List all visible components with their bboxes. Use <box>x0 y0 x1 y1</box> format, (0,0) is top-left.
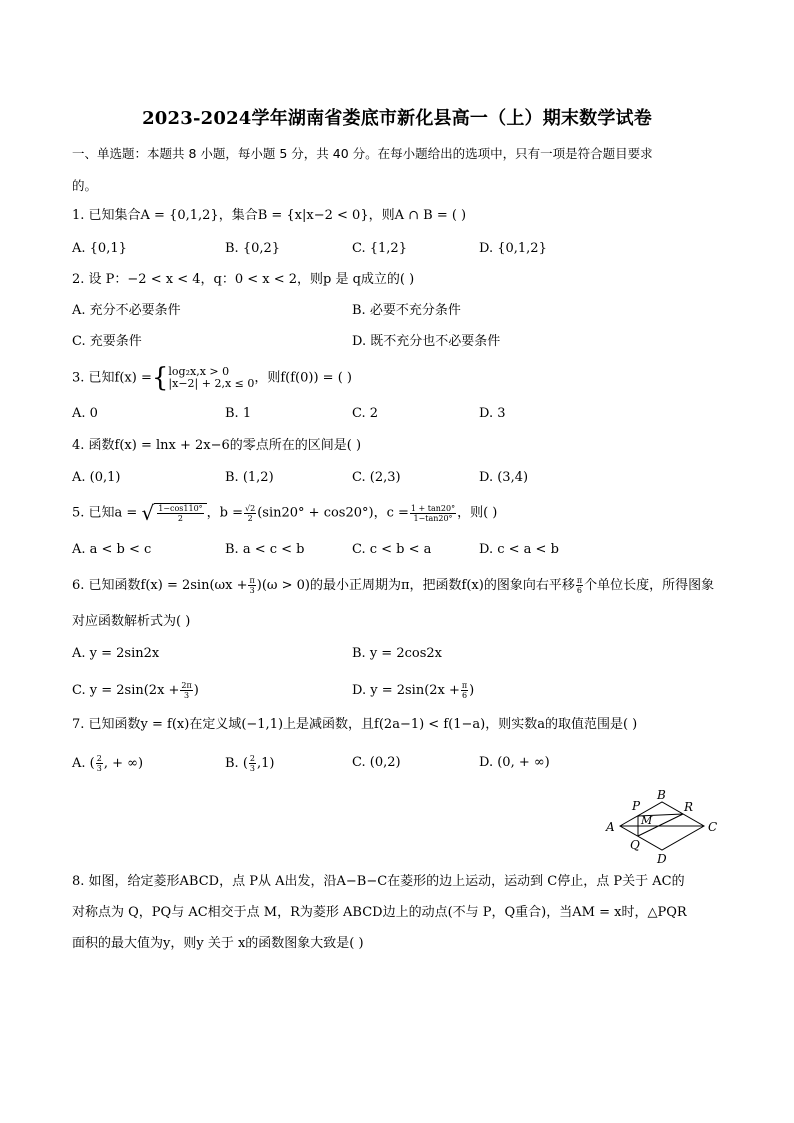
label-p: P <box>632 799 641 813</box>
q5-prefix: 5. 已知a = <box>72 505 138 521</box>
q2-option-d: D. 既不充分也不必要条件 <box>352 334 501 349</box>
piecewise-cases <box>168 366 254 390</box>
rhombus-figure <box>598 786 728 866</box>
q6-d-fraction <box>461 681 468 700</box>
q7-option-b <box>225 754 274 773</box>
question-1-stem: 1. 已知集合A = {0,1,2}，集合B = {x|x−2 < 0}，则A ∩ B = ( ) <box>72 208 467 223</box>
q7-option-a <box>72 754 143 773</box>
sqrt-icon: √ <box>141 501 155 525</box>
q4-option-b: B. (1,2) <box>225 470 274 485</box>
q5-c-denominator: 1−tan20° <box>413 513 453 523</box>
q2-option-c: C. 充要条件 <box>72 334 142 349</box>
question-8-line-2: 对称点为 Q，PQ与 AC相交于点 M，R为菱形 ABCD边上的动点(不与 P，Q重合)，当AM = x时，△PQR <box>72 905 687 920</box>
q4-option-c: C. (2,3) <box>352 470 401 485</box>
q7-a-numerator: 2 <box>96 754 102 763</box>
q6-part-3: 个单位长度，所得图象 <box>584 578 715 593</box>
q7-option-c: C. (0,2) <box>352 755 401 770</box>
label-m: M <box>641 814 653 827</box>
q6-c-prefix: C. y = 2sin(2x + <box>72 683 180 698</box>
q6-c-close: ) <box>193 683 199 698</box>
q5-a-fraction <box>157 504 203 523</box>
q6-d-close: ) <box>469 683 475 698</box>
q4-option-d: D. (3,4) <box>479 470 529 485</box>
q5-b-fraction <box>244 504 256 523</box>
q5-b-numerator: √2 <box>245 503 256 513</box>
q6-phase-denominator: 3 <box>249 586 255 595</box>
q6-d-numerator: π <box>461 681 468 690</box>
q6-phase-numerator: π <box>249 576 255 585</box>
q5-suffix: ，则( ) <box>457 505 498 521</box>
q6-part-1: 6. 已知函数f(x) = 2sin(ωx + <box>72 578 248 593</box>
question-3-stem <box>72 363 352 393</box>
q7-b-suffix: ,1) <box>256 756 275 771</box>
label-b: B <box>657 788 666 802</box>
q6-option-d <box>352 681 474 700</box>
q7-b-fraction <box>249 754 256 773</box>
q1-option-d: D. {0,1,2} <box>479 241 547 256</box>
q6-c-fraction <box>180 681 192 700</box>
question-7-stem: 7. 已知函数y = f(x)在定义域(−1,1)上是减函数，且f(2a−1) < f(1−a)，则实数a的取值范围是( ) <box>72 717 638 732</box>
q6-option-a: A. y = 2sin2x <box>72 646 160 661</box>
q2-option-a: A. 充分不必要条件 <box>72 303 181 318</box>
q7-option-d: D. (0, + ∞) <box>479 755 550 770</box>
question-4-stem: 4. 函数f(x) = lnx + 2x−6的零点所在的区间是( ) <box>72 438 362 453</box>
question-8-line-1: 8. 如图，给定菱形ABCD，点 P从 A出发，沿A−B−C在菱形的边上运动，运动到 C停止，点 P关于 AC的 <box>72 874 685 889</box>
section-heading-cont: 的。 <box>72 178 98 193</box>
q6-part-2: )(ω > 0)的最小正周期为π，把函数f(x)的图象向右平移 <box>256 578 575 593</box>
q3-case-1: log₂x,x > 0 <box>168 365 230 378</box>
question-6-stem-cont: 对应函数解析式为( ) <box>72 614 191 629</box>
q3-case-2: |x−2| + 2,x ≤ 0 <box>168 377 255 390</box>
piecewise-brace: { <box>151 363 169 393</box>
q7-a-suffix: , + ∞) <box>103 756 144 771</box>
q5-option-a: A. a < b < c <box>72 542 152 557</box>
q1-option-a: A. {0,1} <box>72 241 127 256</box>
q6-option-b: B. y = 2cos2x <box>352 646 442 661</box>
q3-option-b: B. 1 <box>225 406 252 421</box>
q3-prefix: 3. 已知f(x) = <box>72 370 152 386</box>
q5-option-c: C. c < b < a <box>352 542 432 557</box>
question-5-stem <box>72 503 497 523</box>
q5-c-fraction <box>410 504 456 523</box>
q5-option-b: B. a < c < b <box>225 542 305 557</box>
q6-c-denominator: 3 <box>184 691 190 700</box>
q6-shift-numerator: π <box>576 576 583 585</box>
q6-shift-fraction <box>576 576 583 595</box>
q5-a-radicand <box>154 503 206 523</box>
question-8-line-3: 面积的最大值为y，则y 关于 x的函数图象大致是( ) <box>72 936 364 951</box>
q7-b-numerator: 2 <box>249 754 255 763</box>
q5-b-suffix: (sin20° + cos20°)，c = <box>257 505 409 521</box>
q6-phase-fraction <box>248 576 255 595</box>
q3-suffix: ，则f(f(0)) = ( ) <box>254 370 352 386</box>
q5-b-denominator: 2 <box>247 513 253 523</box>
label-r: R <box>684 800 694 814</box>
q4-option-a: A. (0,1) <box>72 470 121 485</box>
label-a: A <box>606 820 615 834</box>
q5-a-denominator: 2 <box>177 514 183 523</box>
q6-shift-denominator: 6 <box>576 586 582 595</box>
page-title: 2023-2024学年湖南省娄底市新化县高一（上）期末数学试卷 <box>142 108 652 129</box>
q6-c-numerator: 2π <box>181 681 192 690</box>
q7-a-denominator: 3 <box>96 764 102 773</box>
q7-b-prefix: B. ( <box>225 756 248 771</box>
q1-option-c: C. {1,2} <box>352 241 407 256</box>
q2-option-b: B. 必要不充分条件 <box>352 303 461 318</box>
question-2-stem: 2. 设 P：−2 < x < 4，q：0 < x < 2，则p 是 q成立的( ) <box>72 272 415 287</box>
section-heading: 一、单选题：本题共 8 小题，每小题 5 分，共 40 分。在每小题给出的选项中，只有一项是符合题目要求 <box>72 146 653 161</box>
q7-a-fraction <box>96 754 103 773</box>
q5-a-numerator: 1−cos110° <box>158 504 203 513</box>
question-6-stem <box>72 576 714 595</box>
label-q: Q <box>630 838 640 852</box>
q5-c-numerator: 1 + tan20° <box>410 503 456 513</box>
q5-option-d: D. c < a < b <box>479 542 559 557</box>
q7-b-denominator: 3 <box>249 764 255 773</box>
q6-option-c <box>72 681 199 700</box>
q5-b-prefix: ，b = <box>206 505 244 521</box>
label-c: C <box>708 820 718 834</box>
q3-option-a: A. 0 <box>72 406 98 421</box>
q6-d-denominator: 6 <box>461 691 468 700</box>
q7-a-prefix: A. ( <box>72 756 95 771</box>
q1-option-b: B. {0,2} <box>225 241 281 256</box>
q3-option-d: D. 3 <box>479 406 506 421</box>
q3-option-c: C. 2 <box>352 406 379 421</box>
label-d: D <box>657 852 667 866</box>
q6-d-prefix: D. y = 2sin(2x + <box>352 683 460 698</box>
